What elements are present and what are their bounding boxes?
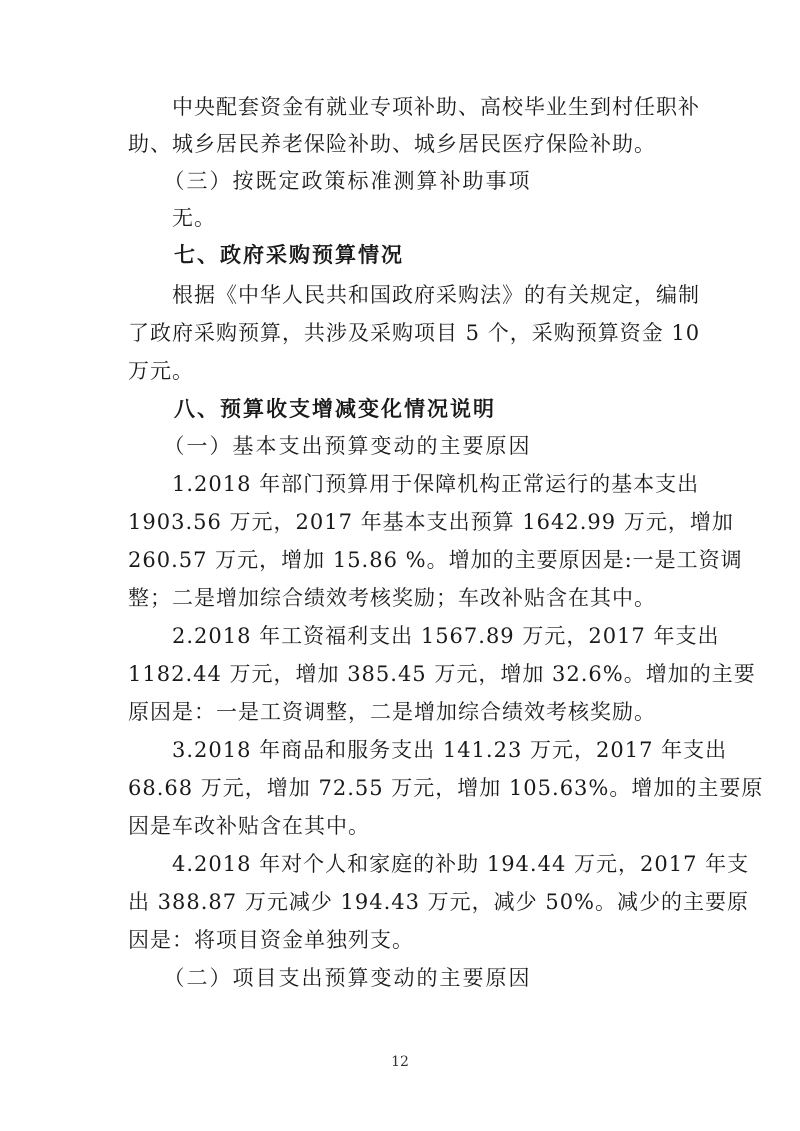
body-text-line: 因是车改补贴含在其中。 (128, 814, 370, 838)
section-heading: 七、政府采购预算情况 (128, 243, 404, 267)
body-text-line: 1903.56 万元，2017 年基本支出预算 1642.99 万元，增加 (128, 510, 734, 534)
body-text-line: 68.68 万元，增加 72.55 万元，增加 105.63%。增加的主要原 (128, 776, 764, 800)
body-text-line: 中央配套资金有就业专项补助、高校毕业生到村任职补 (128, 95, 700, 119)
body-text-line: 1.2018 年部门预算用于保障机构正常运行的基本支出 (128, 472, 700, 496)
body-text-line: 原因是：一是工资调整，二是增加综合绩效考核奖励。 (128, 700, 656, 724)
body-text-line: 因是：将项目资金单独列支。 (128, 928, 414, 952)
body-text-line: 1182.44 万元，增加 385.45 万元，增加 32.6%。增加的主要 (128, 662, 756, 686)
body-text-line: 2.2018 年工资福利支出 1567.89 万元，2017 年支出 (128, 624, 720, 648)
body-text-line: 整；二是增加综合绩效考核奖励；车改补贴含在其中。 (128, 586, 656, 610)
body-text-line: 了政府采购预算，共涉及采购项目 5 个，采购预算资金 10 (128, 321, 701, 345)
subsection-heading: （三）按既定政策标准测算补助事项 (128, 169, 532, 193)
subsection-heading: （二）项目支出预算变动的主要原因 (128, 966, 532, 990)
body-text-line: 无。 (128, 206, 216, 230)
body-text-line: 出 388.87 万元减少 194.43 万元，减少 50%。减少的主要原 (128, 890, 750, 914)
body-text-line: 260.57 万元，增加 15.86 %。增加的主要原因是:一是工资调 (128, 548, 743, 572)
section-heading: 八、预算收支增减变化情况说明 (128, 397, 496, 421)
body-text-line: 4.2018 年对个人和家庭的补助 194.44 万元，2017 年支 (128, 852, 750, 876)
body-text-line: 根据《中华人民共和国政府采购法》的有关规定，编制 (128, 283, 700, 307)
body-text-line: 万元。 (128, 359, 194, 383)
page-number: 12 (391, 1054, 409, 1070)
body-text-line: 助、城乡居民养老保险补助、城乡居民医疗保险补助。 (128, 132, 656, 156)
subsection-heading: （一）基本支出预算变动的主要原因 (128, 434, 532, 458)
body-text-line: 3.2018 年商品和服务支出 141.23 万元，2017 年支出 (128, 738, 728, 762)
